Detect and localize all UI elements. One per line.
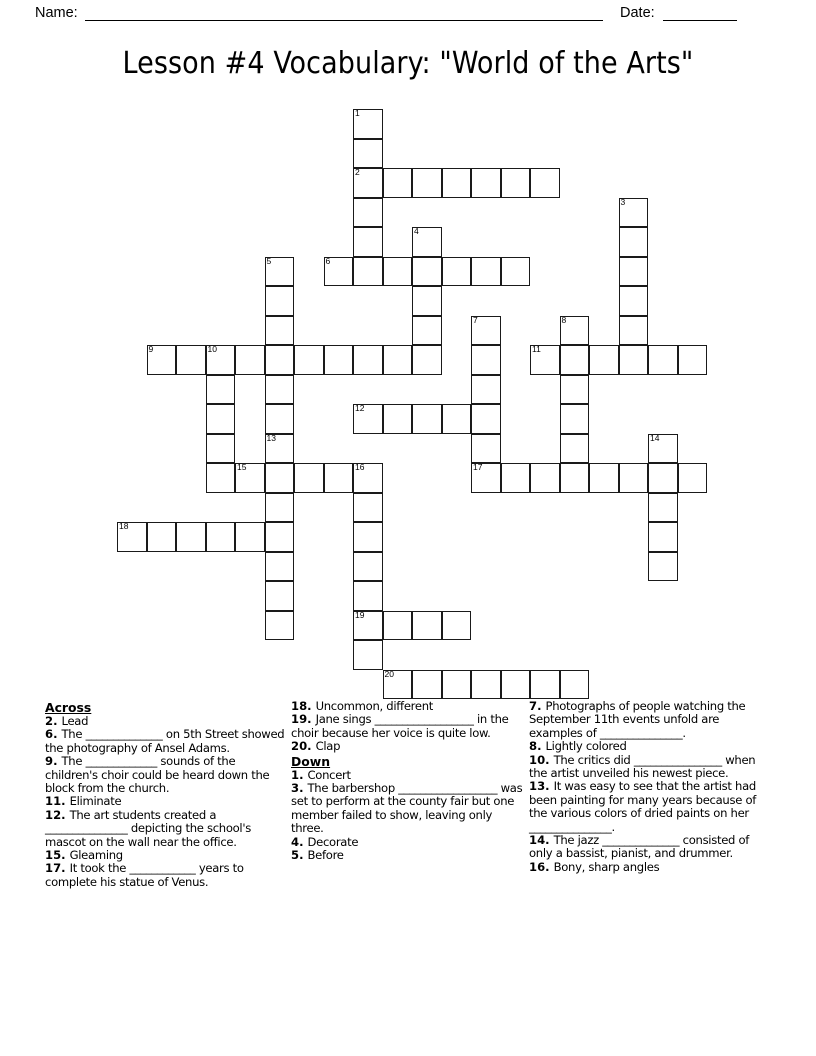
- clue-item: [45, 715, 285, 728]
- grid-cell[interactable]: [147, 345, 177, 375]
- grid-cell[interactable]: [383, 168, 413, 198]
- grid-cell[interactable]: [501, 670, 531, 700]
- clue-item: [291, 769, 524, 782]
- grid-cell[interactable]: [412, 316, 442, 346]
- grid-cell[interactable]: [589, 345, 619, 375]
- grid-cell[interactable]: [471, 168, 501, 198]
- grid-cell[interactable]: [265, 257, 295, 287]
- grid-cell-number: 2: [355, 167, 360, 177]
- grid-cell[interactable]: [678, 345, 708, 375]
- grid-cell[interactable]: [206, 345, 236, 375]
- clue-number: 20.: [291, 739, 316, 754]
- clue-item: [291, 713, 524, 740]
- clue-text: The _____________ sounds of the children's choir could be heard down the block from the church.: [45, 754, 270, 796]
- grid-cell[interactable]: [324, 463, 354, 493]
- grid-cell[interactable]: [383, 257, 413, 287]
- clue-item: [529, 834, 774, 861]
- grid-cell[interactable]: [353, 139, 383, 169]
- grid-cell[interactable]: [560, 375, 590, 405]
- grid-cell[interactable]: [353, 168, 383, 198]
- grid-cell[interactable]: [265, 316, 295, 346]
- clue-column-2: [291, 700, 524, 862]
- grid-cell[interactable]: [412, 227, 442, 257]
- page-title: Lesson #4 Vocabulary: "World of the Arts": [122, 46, 694, 81]
- grid-cell[interactable]: [530, 670, 560, 700]
- grid-cell[interactable]: [353, 198, 383, 228]
- grid-cell-number: 18: [119, 521, 129, 531]
- clue-text: Gleaming: [69, 848, 123, 863]
- grid-cell[interactable]: [353, 522, 383, 552]
- grid-cell[interactable]: [147, 522, 177, 552]
- grid-cell[interactable]: [353, 463, 383, 493]
- grid-cell-number: 9: [148, 344, 154, 354]
- grid-cell[interactable]: [353, 345, 383, 375]
- grid-cell[interactable]: [560, 404, 590, 434]
- clue-text: Bony, sharp angles: [553, 859, 660, 874]
- clue-item: [529, 740, 774, 753]
- clue-item: [45, 755, 285, 795]
- grid-cell[interactable]: [471, 463, 501, 493]
- grid-cell[interactable]: [412, 345, 442, 375]
- grid-cell[interactable]: [412, 286, 442, 316]
- grid-cell[interactable]: [265, 375, 295, 405]
- grid-cell[interactable]: [412, 257, 442, 287]
- clue-item: [529, 780, 774, 834]
- clue-number: 8.: [529, 739, 546, 754]
- grid-cell[interactable]: [235, 463, 265, 493]
- grid-cell[interactable]: [265, 345, 295, 375]
- clue-text: Decorate: [307, 834, 359, 849]
- grid-cell[interactable]: [265, 611, 295, 641]
- grid-cell[interactable]: [176, 345, 206, 375]
- grid-cell[interactable]: [412, 670, 442, 700]
- name-label: Name:: [35, 5, 78, 21]
- clue-text: Lead: [61, 714, 89, 728]
- grid-cell-number: 3: [620, 196, 626, 207]
- clue-number: 10.: [529, 752, 554, 767]
- clue-item: [45, 728, 285, 755]
- grid-cell[interactable]: [648, 345, 678, 375]
- grid-cell[interactable]: [560, 463, 590, 493]
- clue-item: [291, 700, 524, 713]
- clue-text: It was easy to see that the artist had been painting for many years because of the various colors of dried paints on her _______________.: [529, 779, 757, 834]
- grid-cell[interactable]: [501, 257, 531, 287]
- grid-cell-number: 14: [650, 432, 660, 443]
- clue-item: [529, 700, 774, 740]
- grid-cell[interactable]: [648, 463, 678, 493]
- clue-number: 17.: [45, 861, 70, 876]
- grid-cell-number: 11: [532, 344, 541, 354]
- grid-cell[interactable]: [235, 345, 265, 375]
- grid-cell-number: 13: [266, 432, 276, 443]
- grid-cell[interactable]: [619, 198, 649, 228]
- down-heading: Down: [291, 753, 331, 769]
- grid-cell[interactable]: [678, 463, 708, 493]
- grid-cell[interactable]: [471, 434, 501, 464]
- clue-number: 15.: [45, 848, 70, 863]
- clue-text: Concert: [307, 767, 351, 782]
- clue-item: [291, 782, 524, 836]
- grid-cell[interactable]: [471, 345, 501, 375]
- clue-column-3: [529, 700, 774, 874]
- grid-cell[interactable]: [619, 316, 649, 346]
- grid-cell-number: 20: [384, 668, 394, 679]
- grid-cell[interactable]: [353, 109, 383, 139]
- grid-cell-number: 6: [325, 255, 331, 266]
- grid-cell[interactable]: [353, 552, 383, 582]
- grid-cell[interactable]: [530, 345, 560, 375]
- clue-item: [529, 861, 774, 874]
- clue-number: 4.: [291, 834, 308, 849]
- clue-text: Uncommon, different: [315, 699, 433, 713]
- grid-cell[interactable]: [442, 670, 472, 700]
- clue-item: [291, 849, 524, 862]
- grid-cell-number: 7: [473, 314, 478, 325]
- clue-text: Photographs of people watching the September 11th events unfold are examples of _______________.: [529, 699, 746, 740]
- clue-text: The art students created a _______________ depicting the school's mascot on the wall near the office.: [45, 807, 251, 849]
- clue-text: The barbershop __________________ was set to perform at the county fair but one member failed to show, leaving only three.: [291, 781, 523, 836]
- grid-cell-number: 1: [355, 108, 360, 118]
- clue-text: Eliminate: [69, 794, 122, 809]
- grid-cell[interactable]: [442, 611, 472, 641]
- clue-number: 12.: [45, 807, 70, 822]
- grid-cell[interactable]: [353, 404, 383, 434]
- clue-number: 14.: [529, 833, 554, 848]
- grid-cell[interactable]: [383, 670, 413, 700]
- grid-cell[interactable]: [265, 581, 295, 611]
- grid-cell[interactable]: [353, 493, 383, 523]
- clue-text: Clap: [315, 739, 341, 754]
- grid-cell[interactable]: [265, 493, 295, 523]
- clue-number: 9.: [45, 754, 62, 769]
- clue-item: [45, 795, 285, 808]
- grid-cell[interactable]: [648, 522, 678, 552]
- clue-item: [45, 809, 285, 849]
- clue-number: 3.: [291, 781, 308, 796]
- grid-cell-number: 10: [207, 344, 217, 354]
- clue-number: 5.: [291, 848, 308, 863]
- grid-cell[interactable]: [648, 493, 678, 523]
- grid-cell[interactable]: [619, 227, 649, 257]
- grid-cell[interactable]: [560, 434, 590, 464]
- grid-cell[interactable]: [206, 434, 236, 464]
- grid-cell[interactable]: [353, 581, 383, 611]
- grid-cell[interactable]: [589, 463, 619, 493]
- clue-number: 6.: [45, 727, 62, 742]
- grid-cell[interactable]: [471, 316, 501, 346]
- clue-column-1: [45, 700, 285, 889]
- grid-cell[interactable]: [265, 404, 295, 434]
- grid-cell[interactable]: [648, 552, 678, 582]
- grid-cell[interactable]: [265, 434, 295, 464]
- clue-text: The jazz ______________ consisted of only a bassist, pianist, and drummer.: [529, 833, 750, 861]
- clue-text: Jane sings __________________ in the choir because her voice is quite low.: [291, 712, 509, 740]
- grid-cell[interactable]: [265, 522, 295, 552]
- grid-cell[interactable]: [294, 463, 324, 493]
- clue-number: 18.: [291, 699, 316, 713]
- grid-cell[interactable]: [471, 670, 501, 700]
- grid-cell[interactable]: [471, 404, 501, 434]
- clue-text: Before: [307, 848, 344, 863]
- grid-cell[interactable]: [412, 611, 442, 641]
- clue-number: 2.: [45, 714, 62, 728]
- grid-cell[interactable]: [324, 345, 354, 375]
- grid-cell[interactable]: [265, 463, 295, 493]
- clue-text: The critics did ________________ when the artist unveiled his newest piece.: [529, 752, 756, 781]
- clue-text: The ______________ on 5th Street showed the photography of Ansel Adams.: [45, 727, 285, 755]
- clue-item: [291, 740, 524, 753]
- grid-cell[interactable]: [412, 168, 442, 198]
- grid-cell[interactable]: [206, 522, 236, 552]
- grid-cell[interactable]: [353, 257, 383, 287]
- grid-cell[interactable]: [471, 257, 501, 287]
- grid-cell[interactable]: [117, 522, 147, 552]
- grid-cell[interactable]: [383, 404, 413, 434]
- grid-cell[interactable]: [294, 345, 324, 375]
- grid-cell-number: 16: [355, 462, 365, 472]
- grid-cell-number: 4: [414, 226, 419, 236]
- grid-cell[interactable]: [353, 640, 383, 670]
- grid-cell[interactable]: [206, 404, 236, 434]
- grid-cell[interactable]: [560, 670, 590, 700]
- grid-cell[interactable]: [530, 168, 560, 198]
- clue-number: 1.: [291, 767, 308, 782]
- grid-cell[interactable]: [442, 168, 472, 198]
- grid-cell[interactable]: [619, 463, 649, 493]
- clue-item: [291, 836, 524, 849]
- clue-number: 16.: [529, 859, 554, 874]
- grid-cell-number: 5: [266, 255, 272, 266]
- clue-item: [45, 849, 285, 862]
- grid-cell[interactable]: [206, 375, 236, 405]
- grid-cell[interactable]: [619, 257, 649, 287]
- grid-cell[interactable]: [265, 286, 295, 316]
- grid-cell[interactable]: [412, 404, 442, 434]
- clue-number: 19.: [291, 712, 316, 727]
- grid-cell[interactable]: [619, 345, 649, 375]
- clue-columns: [0, 700, 816, 1000]
- clue-number: 7.: [529, 699, 546, 713]
- grid-cell[interactable]: [560, 316, 590, 346]
- grid-cell[interactable]: [353, 227, 383, 257]
- clue-number: 11.: [45, 794, 70, 809]
- grid-cell[interactable]: [442, 257, 472, 287]
- grid-cell-number: 15: [237, 462, 247, 472]
- grid-cell[interactable]: [560, 345, 590, 375]
- grid-cell[interactable]: [501, 463, 531, 493]
- grid-cell[interactable]: [206, 463, 236, 493]
- grid-cell[interactable]: [235, 522, 265, 552]
- grid-cell[interactable]: [176, 522, 206, 552]
- clue-number: 13.: [529, 779, 554, 794]
- date-label: Date:: [620, 5, 655, 21]
- grid-cell[interactable]: [648, 434, 678, 464]
- clue-item: [529, 754, 774, 781]
- across-heading: Across: [45, 700, 92, 715]
- grid-cell[interactable]: [501, 168, 531, 198]
- grid-cell[interactable]: [383, 611, 413, 641]
- clue-text: It took the ____________ years to complete his statue of Venus.: [45, 861, 244, 889]
- grid-cell[interactable]: [530, 463, 560, 493]
- clue-text: Lightly colored: [545, 739, 627, 754]
- grid-cell[interactable]: [383, 345, 413, 375]
- grid-cell-number: 12: [355, 403, 365, 413]
- grid-cell-number: 19: [355, 609, 365, 620]
- grid-cell-number: 8: [561, 314, 567, 325]
- grid-cell[interactable]: [442, 404, 472, 434]
- grid-cell-number: 17: [473, 462, 483, 472]
- grid-cell[interactable]: [324, 257, 354, 287]
- clue-item: [45, 862, 285, 889]
- grid-cell[interactable]: [353, 611, 383, 641]
- grid-cell[interactable]: [265, 552, 295, 582]
- grid-cell[interactable]: [619, 286, 649, 316]
- grid-cell[interactable]: [471, 375, 501, 405]
